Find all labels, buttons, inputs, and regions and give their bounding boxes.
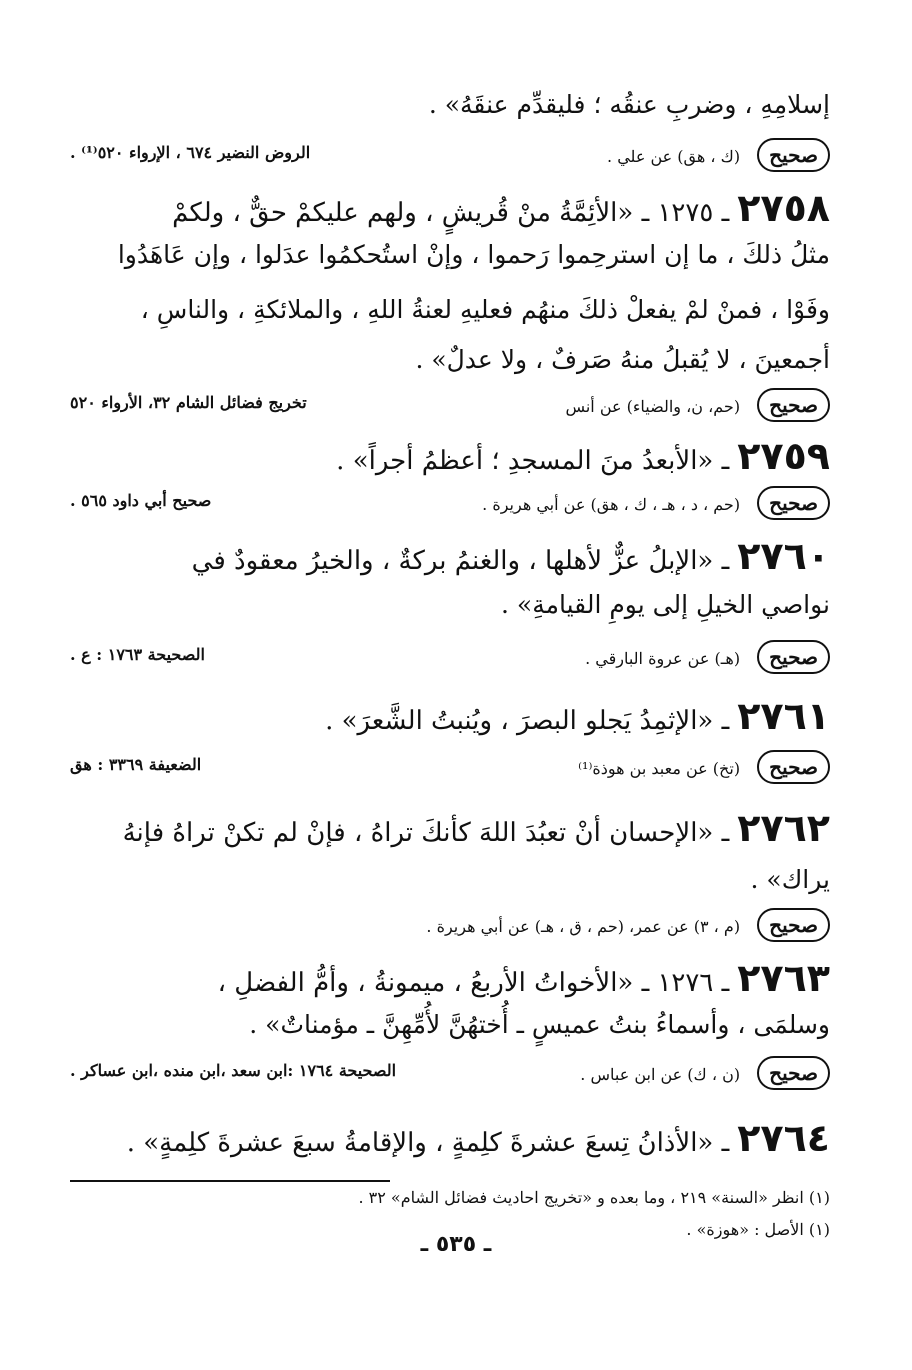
hadith-text: ـ «الأذانُ تِسعَ عشرةَ كلِمةٍ ، والإقامةُ سبعَ عشرةَ كلِمةٍ» . bbox=[126, 1128, 730, 1158]
source-text: (حم ، د ، هـ ، ك ، هق) عن أبي هريرة . bbox=[482, 495, 741, 514]
text-line: إسلامِهِ ، وضربِ عنقُه ؛ فليقدِّم عنقَهُ» . bbox=[428, 90, 830, 119]
source-text: (م ، ٣) عن عمر، (حم ، ق ، هـ) عن أبي هريرة . bbox=[426, 917, 741, 936]
hadith-number: ٢٧٥٩ bbox=[737, 434, 830, 478]
reference-text: الضعيفة ٣٣٦٩ : هق bbox=[70, 755, 202, 774]
hadith-number: ٢٧٦٣ bbox=[737, 956, 830, 1000]
text-line: أجمعينَ ، لا يُقبلُ منهُ صَرفٌ ، ولا عدلٌ» . bbox=[415, 345, 830, 374]
hadith-text: ـ ١٢٧٥ ـ «الأئِمَّةُ منْ قُريشٍ ، ولهم عليكمْ حقٌّ ، ولكمْ bbox=[172, 198, 730, 228]
hadith-2761 bbox=[70, 696, 830, 741]
hadith-text: ـ «الإثمِدُ يَجلو البصرَ ، ويُنبتُ الشَّعرَ» . bbox=[325, 706, 730, 736]
reference-text: صحيح أبي داود ٥٦٥ . bbox=[70, 491, 212, 510]
footnote: (١) الأصل : «هوزة» . bbox=[686, 1220, 830, 1239]
text-line: نواصي الخيلِ إلى يومِ القيامةِ» . bbox=[501, 590, 830, 619]
hadith-number: ٢٧٥٨ bbox=[737, 186, 830, 230]
hadith-2758 bbox=[70, 188, 830, 233]
page-number: ـ ٥٣٥ ـ bbox=[420, 1232, 492, 1257]
grade-row bbox=[70, 1056, 830, 1090]
reference-text: تخريج فضائل الشام ٣٢، الأرواء ٥٢٠ bbox=[70, 393, 307, 412]
text-line: مثلُ ذلكَ ، ما إن استرحِموا رَحموا ، وإنْ استُحكمُوا عدَلوا ، وإن عَاهَدُوا bbox=[117, 240, 830, 269]
hadith-number: ٢٧٦٢ bbox=[737, 806, 830, 850]
hadith-2759 bbox=[70, 436, 830, 481]
source-text: (حم، ن، والضياء) عن أنس bbox=[565, 397, 741, 416]
hadith-text: ـ «الإحسان أنْ تعبُدَ اللهَ كأنكَ تراهُ ، فإنْ لم تكنْ تراهُ فإنهُ bbox=[122, 818, 730, 848]
hadith-number: ٢٧٦٤ bbox=[737, 1116, 830, 1160]
grade-badge: صحيح bbox=[757, 388, 830, 422]
grade-row bbox=[70, 908, 830, 942]
grade-badge: صحيح bbox=[757, 138, 830, 172]
hadith-text: ـ ١٢٧٦ ـ «الأخواتُ الأربعُ ، ميمونةُ ، وأمُّ الفضلِ ، bbox=[217, 968, 730, 998]
grade-row bbox=[70, 388, 830, 422]
reference-text: الروض النضير ٦٧٤ ، الإرواء ٥٢٠⁽¹⁾ . bbox=[70, 143, 311, 162]
grade-row bbox=[70, 640, 830, 674]
source-text: (ن ، ك) عن ابن عباس . bbox=[580, 1065, 741, 1084]
grade-row bbox=[70, 138, 830, 172]
grade-badge: صحيح bbox=[757, 640, 830, 674]
reference-text: الصحيحة ١٧٦٣ : ع . bbox=[70, 645, 205, 664]
hadith-text: ـ «الأبعدُ منَ المسجدِ ؛ أعظمُ أجراً» . bbox=[336, 446, 730, 476]
footnote: (١) انظر «السنة» ٢١٩ ، وما بعده و «تخريج احاديث فضائل الشام» ٣٢ . bbox=[358, 1188, 830, 1207]
grade-badge: صحيح bbox=[757, 750, 830, 784]
hadith-number: ٢٧٦٠ bbox=[737, 534, 830, 578]
hadith-2763 bbox=[70, 958, 830, 1003]
source-text: (تخ) عن معبد بن هوذة⁽¹⁾ bbox=[578, 759, 741, 778]
reference-text: الصحيحة ١٧٦٤ :ابن سعد ،ابن منده ،ابن عساكر . bbox=[70, 1061, 397, 1080]
text-line: وفَوْا ، فمنْ لمْ يفعلْ ذلكَ منهُم فعليهِ لعنةُ اللهِ ، والملائكةِ ، والناسِ ، bbox=[140, 295, 830, 324]
hadith-2764 bbox=[70, 1118, 830, 1163]
grade-badge: صحيح bbox=[757, 908, 830, 942]
grade-row bbox=[70, 750, 830, 784]
hadith-2762 bbox=[70, 808, 830, 853]
hadith-2760 bbox=[70, 536, 830, 581]
grade-badge: صحيح bbox=[757, 486, 830, 520]
footnote-divider bbox=[70, 1180, 390, 1182]
hadith-number: ٢٧٦١ bbox=[737, 694, 830, 738]
grade-row bbox=[70, 486, 830, 520]
hadith-text: ـ «الإبلُ عزٌّ لأهلها ، والغنمُ بركةٌ ، والخيرُ معقودٌ في bbox=[191, 546, 730, 576]
grade-badge: صحيح bbox=[757, 1056, 830, 1090]
text-line: يراك» . bbox=[750, 865, 830, 894]
text-line: وسلمَى ، وأسماءُ بنتُ عميسٍ ـ أُختهُنَّ لأُمِّهِنَّ ـ مؤمناتٌ» . bbox=[249, 1010, 830, 1039]
source-text: (هـ) عن عروة البارقي . bbox=[585, 649, 741, 668]
source-text: (ك ، هق) عن علي . bbox=[607, 147, 741, 166]
